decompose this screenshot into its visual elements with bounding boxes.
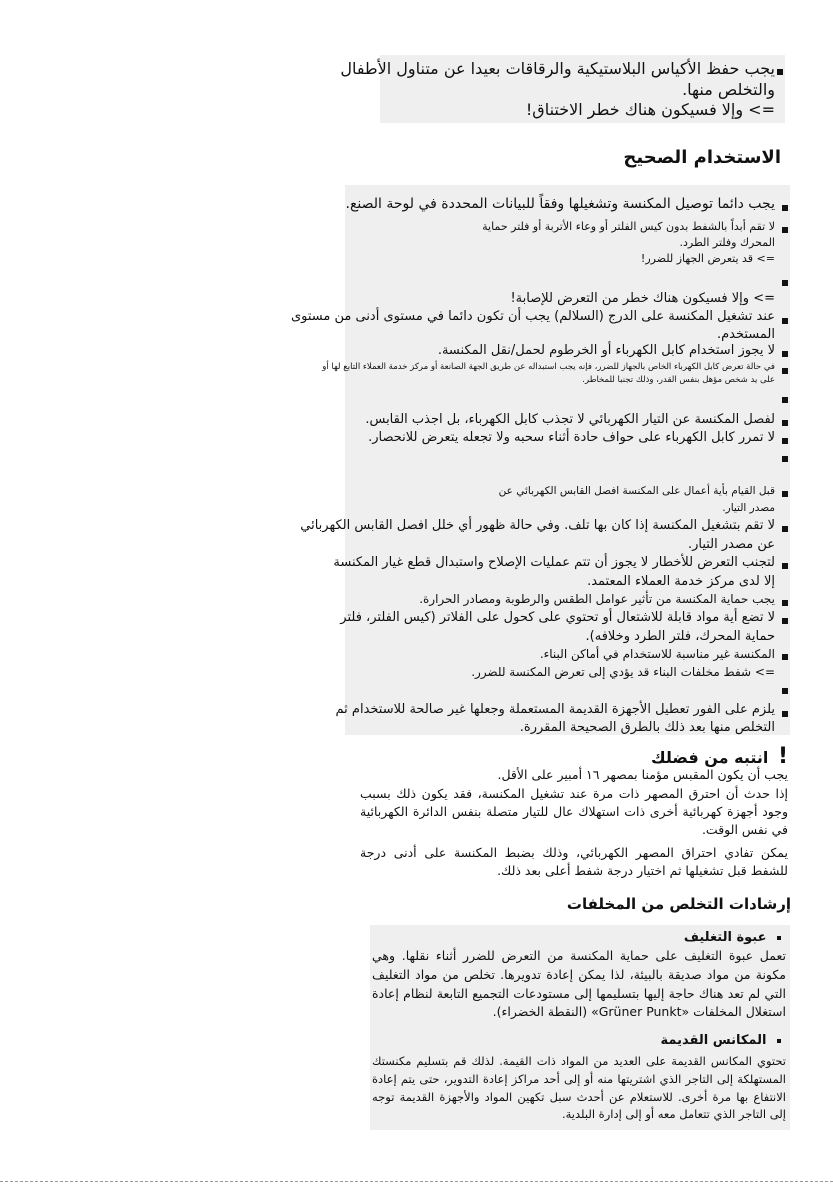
top-warning-line-2: والتخلص منها. [682, 80, 775, 99]
packaging-text: تعمل عبوة التغليف على حماية المكنسة من التعرض للضرر أثناء نقلها. وهي مكونة من مواد صديقة بالبيئة، لذا يمكن إعادة تدويرها. تخلص من مواد التغليف التي لم تعد هناك حاجة إليها بتسليمها إلى مستودعات التجميع التابعة لنظام إعادة استغلال المخلفات «Grüner Punkt» (النقطة الخضراء). [372, 948, 786, 1020]
correct-use-item-11-line-2: إلا لدى مركز خدمة العملاء المعتمد. [587, 574, 775, 589]
correct-use-heading: الاستخدام الصحيح [623, 147, 781, 168]
bullet-icon [777, 1039, 781, 1043]
bullet-icon [782, 491, 788, 497]
bullet-icon [782, 318, 788, 324]
attention-paragraph-3: يمكن تفادي احتراق المصهر الكهربائي، وذلك بضبط المكنسة على أدنى درجة للشفط قبل تشغيلها ثم اختيار درجة شفط أعلى بعد ذلك. [360, 845, 788, 879]
bullet-icon [777, 936, 781, 940]
correct-use-item-1: يجب دائما توصيل المكنسة وتشغيلها وفقاً للبيانات المحددة في لوحة الصنع. [345, 196, 775, 212]
correct-use-item-3: => وإلا فسيكون هناك خطر من التعرض للإصابة! [510, 291, 775, 306]
correct-use-item-14: المكنسة غير مناسبة للاستخدام في أماكن البناء. [539, 647, 775, 661]
correct-use-item-12: يجب حماية المكنسة من تأثير عوامل الطقس والرطوبة ومصادر الحرارة. [419, 592, 775, 606]
bullet-icon [782, 600, 788, 606]
old-vacuums-heading [661, 1033, 782, 1048]
correct-use-item-6-line-1: في حالة تعرض كابل الكهرباء الخاص بالجهاز للضرر، فإنه يجب استبداله عن طريق الجهة الصانعة أو مركز خدمة العملاء التابع لها أو [322, 362, 775, 372]
correct-use-item-8: لا تمرر كابل الكهرباء على حواف حادة أثناء سحبه ولا تجعله يتعرض للانحصار. [368, 430, 775, 445]
packaging-heading [684, 930, 781, 945]
attention-title: انتبه من فضلك [651, 748, 769, 767]
disposal-heading: إرشادات التخلص من المخلفات [566, 895, 791, 913]
correct-use-item-2-line-2: المحرك وفلتر الطرد. [679, 236, 775, 249]
attention-paragraph-2: إذا حدث أن احترق المصهر ذات مرة عند تشغيل المكنسة، فقد يكون ذلك بسبب وجود أجهزة كهربائية أخرى ذات استهلاك عال للتيار متصلة بنفس الدائرة الكهربائية في نفس الوقت. [360, 786, 788, 838]
bullet-icon [777, 69, 783, 75]
correct-use-item-16-line-2: التخلص منها بعد ذلك بالطرق الصحيحة المقررة. [519, 720, 775, 735]
bullet-icon [782, 654, 788, 660]
bullet-icon [782, 618, 788, 624]
packaging-title: عبوة التغليف [683, 930, 767, 945]
bullet-icon [782, 688, 788, 694]
correct-use-item-9-line-1: قبل القيام بأية أعمال على المكنسة افصل القابس الكهربائي عن [498, 485, 775, 497]
footer-divider [0, 1181, 833, 1182]
bullet-icon [782, 563, 788, 569]
correct-use-item-7: لفصل المكنسة عن التيار الكهربائي لا تجذب كابل الكهرباء، بل اجذب القابس. [365, 412, 775, 427]
attention-paragraph-1: يجب أن يكون المقبس مؤمنا بمصهر ١٦ أمبير على الأقل. [497, 767, 788, 782]
bullet-icon [782, 368, 788, 374]
exclamation-icon: ! [777, 744, 788, 769]
bullet-icon [782, 205, 788, 211]
correct-use-item-9-line-2: مصدر التيار. [722, 502, 775, 514]
correct-use-item-10-line-1: لا تقم بتشغيل المكنسة إذا كان بها تلف. وفي حالة ظهور أي خلل افصل القابس الكهربائي [300, 518, 775, 533]
old-vacuums-text: تحتوي المكانس القديمة على العديد من المواد ذات القيمة. لذلك قم بتسليم مكنستك المستهلكة إلى التاجر الذي اشتريتها منه أو إلى أحد مراكز إعادة التدوير، حتى يتم إعادة الانتفاع بها مرة أخرى. للاستعلام عن أحدث سبل تكهين المواد والأجهزة القديمة توجه إلى التاجر الذي تتعامل معه أو إلى إدارة البلدية. [372, 1054, 786, 1122]
bullet-icon [782, 420, 788, 426]
bullet-icon [782, 280, 788, 286]
correct-use-item-13-line-2: حماية المحرك، فلتر الطرد وخلافه). [585, 629, 775, 644]
top-warning-line-3: => وإلا فسيكون هناك خطر الاختناق! [525, 100, 775, 119]
bullet-icon [782, 526, 788, 532]
correct-use-item-15: => شفط مخلفات البناء قد يؤدي إلى تعرض المكنسة للضرر. [471, 665, 775, 679]
correct-use-item-6-line-2: على يد شخص مؤهل بنفس القدر، وذلك تجنبا للمخاطر. [582, 375, 775, 385]
correct-use-item-13-line-1: لا تضع أية مواد قابلة للاشتعال أو تحتوي على كحول على الفلاتر (كيس الفلتر، فلتر [340, 610, 775, 625]
correct-use-item-2-line-1: لا تقم أبداً بالشفط بدون كيس الفلتر أو وعاء الأتربة أو فلتر حماية [482, 220, 775, 233]
bullet-icon [782, 438, 788, 444]
correct-use-item-2-line-3: => قد يتعرض الجهاز للضرر! [640, 252, 775, 265]
bullet-icon [782, 711, 788, 717]
bullet-icon [782, 351, 788, 357]
bullet-icon [782, 456, 788, 462]
bullet-icon [782, 227, 788, 233]
correct-use-item-16-line-1: يلزم على الفور تعطيل الأجهزة القديمة المستعملة وجعلها غير صالحة للاستخدام ثم [335, 702, 775, 717]
correct-use-item-11-line-1: لتجنب التعرض للأخطار لا يجوز أن تتم عمليات الإصلاح واستبدال قطع غيار المكنسة [333, 555, 775, 570]
correct-use-item-5: لا يجوز استخدام كابل الكهرباء أو الخرطوم لحمل/نقل المكنسة. [437, 343, 775, 358]
correct-use-item-4-line-2: المستخدم. [716, 327, 775, 342]
bullet-icon [782, 397, 788, 403]
top-warning-line-1: يجب حفظ الأكياس البلاستيكية والرقاقات بعيدا عن متناول الأطفال [340, 59, 775, 78]
correct-use-item-4-line-1: عند تشغيل المكنسة على الدرج (السلالم) يجب أن تكون دائما في مستوى أدنى من مستوى [290, 309, 775, 324]
correct-use-item-10-line-2: عن مصدر التيار. [687, 537, 775, 552]
old-vacuums-title: المكانس القديمة [660, 1033, 767, 1048]
